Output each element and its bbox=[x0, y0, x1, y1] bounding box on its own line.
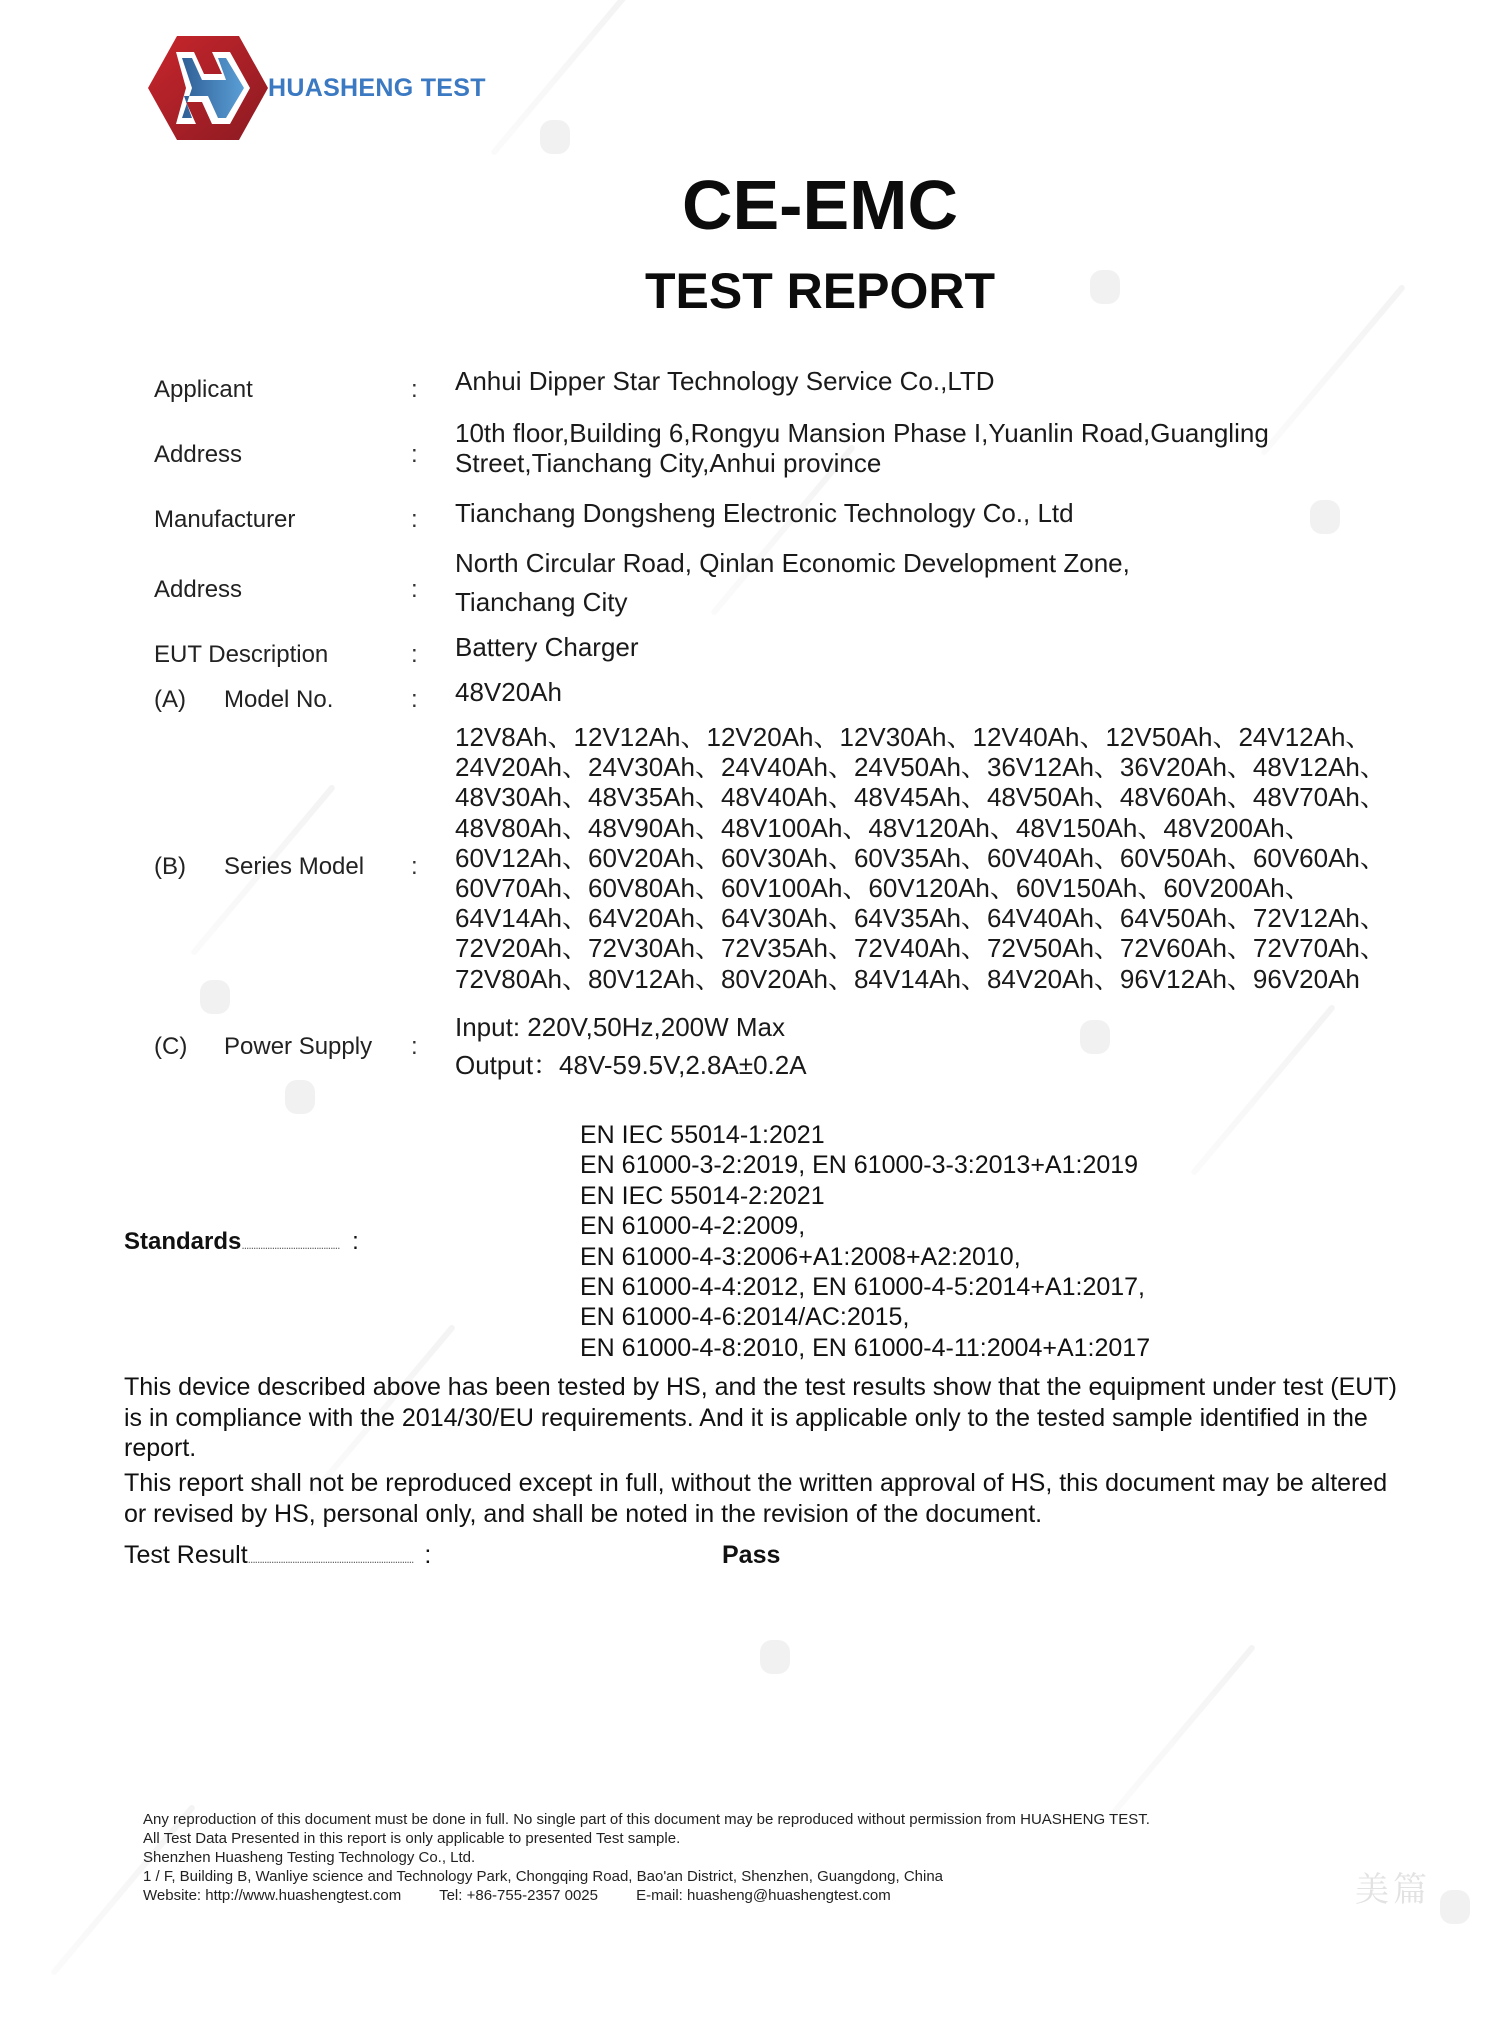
background-blob bbox=[1310, 500, 1340, 534]
standard-item: EN 61000-4-4:2012, EN 61000-4-5:2014+A1:2017, bbox=[580, 1273, 1146, 1302]
series-model-line bbox=[455, 964, 1455, 994]
brand-name: HUASHENG TEST bbox=[268, 74, 486, 102]
series-model-item: 48V12Ah、 bbox=[1252, 752, 1386, 783]
series-model-item: 64V14Ah、 bbox=[455, 903, 588, 934]
field-label-power-supply: Power Supply bbox=[224, 1033, 373, 1060]
series-model-item: 84V14Ah、 bbox=[853, 963, 987, 994]
series-model-item: 72V80Ah、 bbox=[455, 963, 588, 994]
series-model-item: 60V80Ah、 bbox=[587, 873, 721, 904]
standard-item: EN 61000-4-8:2010, EN 61000-4-11:2004+A1:2017 bbox=[580, 1333, 1151, 1362]
series-model-item: 80V20Ah、 bbox=[720, 963, 854, 994]
background-streak bbox=[1190, 1004, 1336, 1176]
footer bbox=[143, 1810, 1150, 1905]
report-subtitle: TEST REPORT bbox=[644, 263, 996, 319]
reproduction-statement: This report shall not be reproduced except in full, without the written approval of HS, this document may be altered or revised by HS, personal only, and shall be noted in the revision of the document. bbox=[124, 1469, 1388, 1528]
series-model-item: 72V12Ah、 bbox=[1252, 903, 1386, 934]
series-model-item: 48V45Ah、 bbox=[853, 782, 987, 813]
leader-dots: .......................................... bbox=[241, 1238, 340, 1252]
series-model-item: 12V30Ah、 bbox=[839, 722, 973, 752]
series-model-item: 60V12Ah、 bbox=[455, 842, 588, 873]
test-result-colon: : bbox=[424, 1541, 432, 1569]
field-prefix-b: (B) bbox=[154, 853, 186, 880]
field-label-address: Address bbox=[154, 576, 243, 603]
field-prefix-c: (C) bbox=[154, 1033, 188, 1060]
series-model-item: 24V20Ah、 bbox=[455, 752, 588, 783]
power-output-value: Output：48V-59.5V,2.8A±0.2A bbox=[455, 1050, 807, 1080]
series-model-item: 60V50Ah、 bbox=[1119, 842, 1253, 873]
series-model-item: 64V50Ah、 bbox=[1119, 903, 1253, 934]
series-model-item: 72V70Ah、 bbox=[1252, 933, 1386, 964]
series-model-line bbox=[455, 873, 1455, 903]
field-prefix-a: (A) bbox=[154, 686, 186, 713]
field-colon: : bbox=[411, 376, 418, 403]
standard-item: EN 61000-4-6:2014/AC:2015, bbox=[580, 1303, 910, 1332]
series-model-item: 48V35Ah、 bbox=[587, 782, 721, 813]
field-label-manufacturer: Manufacturer bbox=[154, 506, 296, 533]
series-model-item: 72V20Ah、 bbox=[455, 933, 588, 964]
series-model-line bbox=[455, 903, 1455, 933]
series-model-item: 72V50Ah、 bbox=[986, 933, 1120, 964]
series-model-item: 24V12Ah、 bbox=[1238, 722, 1372, 752]
applicant-address-line: Street,Tianchang City,Anhui province bbox=[455, 448, 882, 478]
series-model-line bbox=[455, 752, 1455, 782]
series-model-item: 36V12Ah、 bbox=[986, 752, 1120, 783]
hexagon-h-logo-icon bbox=[146, 34, 270, 142]
field-colon: : bbox=[411, 853, 418, 880]
series-model-item: 12V12Ah、 bbox=[573, 722, 707, 752]
series-model-item: 96V20Ah bbox=[1252, 963, 1360, 994]
series-model-item: 48V120Ah、 bbox=[868, 812, 1016, 843]
background-blob bbox=[1440, 1890, 1470, 1924]
series-model-item: 36V20Ah、 bbox=[1119, 752, 1253, 783]
series-model-item: 48V60Ah、 bbox=[1119, 782, 1253, 813]
standard-item: EN IEC 55014-1:2021 bbox=[580, 1121, 825, 1149]
standards-label: Standards bbox=[124, 1228, 242, 1255]
series-model-item: 48V80Ah、 bbox=[455, 812, 588, 843]
series-model-item: 60V200Ah、 bbox=[1163, 873, 1311, 904]
series-model-item: 60V100Ah、 bbox=[720, 873, 869, 904]
series-model-item: 24V50Ah、 bbox=[853, 752, 987, 783]
series-model-item: 12V50Ah、 bbox=[1105, 722, 1239, 752]
eut-description-value: Battery Charger bbox=[455, 632, 639, 662]
series-model-line bbox=[455, 933, 1455, 963]
series-model-item: 48V30Ah、 bbox=[455, 782, 588, 813]
field-colon: : bbox=[411, 641, 418, 668]
background-blob bbox=[285, 1080, 315, 1114]
series-model-item: 12V8Ah、 bbox=[455, 722, 574, 752]
footer-tel: Tel: +86-755-2357 0025 bbox=[439, 1887, 598, 1904]
background-streak bbox=[1110, 1644, 1256, 1816]
series-model-item: 48V150Ah、 bbox=[1015, 812, 1164, 843]
standards-label-row bbox=[124, 1228, 359, 1256]
footer-address: 1 / F, Building B, Wanliye science and Technology Park, Chongqing Road, Bao'an District, Shenzhen, Guangdong, China bbox=[143, 1868, 944, 1885]
footer-company: Shenzhen Huasheng Testing Technology Co., Ltd. bbox=[143, 1849, 476, 1866]
series-model-item: 60V150Ah、 bbox=[1015, 873, 1164, 904]
series-model-item: 96V12Ah、 bbox=[1119, 963, 1253, 994]
series-model-line bbox=[455, 843, 1455, 873]
field-colon: : bbox=[411, 576, 418, 603]
background-blob bbox=[200, 980, 230, 1014]
standard-item: EN 61000-3-2:2019, EN 61000-3-3:2013+A1:2019 bbox=[580, 1151, 1139, 1180]
standard-item: EN IEC 55014-2:2021 bbox=[580, 1181, 825, 1210]
test-result-value: Pass bbox=[722, 1541, 781, 1569]
field-label-applicant: Applicant bbox=[154, 376, 253, 403]
series-model-item: 48V90Ah、 bbox=[587, 812, 721, 843]
field-colon: : bbox=[411, 506, 418, 533]
series-model-list bbox=[455, 722, 1455, 994]
series-model-item: 84V20Ah、 bbox=[986, 963, 1120, 994]
field-colon: : bbox=[411, 686, 418, 713]
leader-dots: ....................................................................... bbox=[247, 1552, 414, 1566]
field-colon: : bbox=[411, 441, 418, 468]
series-model-item: 60V20Ah、 bbox=[587, 842, 721, 873]
footer-contact bbox=[143, 1886, 1150, 1905]
series-model-item: 64V40Ah、 bbox=[986, 903, 1120, 934]
series-model-item: 24V30Ah、 bbox=[587, 752, 721, 783]
footer-reproduction-note: Any reproduction of this document must be done in full. No single part of this document may be reproduced without permission from HUASHENG TEST. bbox=[143, 1811, 1150, 1828]
series-model-item: 60V30Ah、 bbox=[720, 842, 854, 873]
applicant-value: Anhui Dipper Star Technology Service Co.,LTD bbox=[455, 366, 995, 396]
series-model-item: 48V70Ah、 bbox=[1252, 782, 1386, 813]
series-model-item: 24V40Ah、 bbox=[720, 752, 854, 783]
series-model-item: 72V35Ah、 bbox=[720, 933, 854, 964]
standards-list bbox=[580, 1120, 1150, 1363]
background-blob bbox=[1080, 1020, 1110, 1054]
applicant-address-line: 10th floor,Building 6,Rongyu Mansion Phase I,Yuanlin Road,Guangling bbox=[455, 418, 1269, 448]
series-model-item: 48V50Ah、 bbox=[986, 782, 1120, 813]
manufacturer-address-line: Tianchang City bbox=[455, 587, 628, 617]
footer-website[interactable]: Website: http://www.huashengtest.com bbox=[143, 1887, 402, 1904]
standards-colon: : bbox=[352, 1228, 359, 1255]
series-model-item: 72V40Ah、 bbox=[853, 933, 987, 964]
test-result-label: Test Result bbox=[124, 1541, 248, 1569]
manufacturer-value: Tianchang Dongsheng Electronic Technology Co., Ltd bbox=[455, 498, 1074, 528]
report-title: CE-EMC bbox=[681, 166, 959, 244]
model-no-value: 48V20Ah bbox=[455, 677, 562, 707]
series-model-item: 72V60Ah、 bbox=[1119, 933, 1253, 964]
series-model-item: 60V70Ah、 bbox=[455, 873, 588, 904]
footer-data-note: All Test Data Presented in this report is only applicable to presented Test sample. bbox=[143, 1830, 681, 1847]
field-label-address: Address bbox=[154, 441, 243, 468]
power-input-value: Input: 220V,50Hz,200W Max bbox=[455, 1012, 786, 1042]
series-model-item: 48V100Ah、 bbox=[720, 812, 869, 843]
footer-email[interactable]: E-mail: huasheng@huashengtest.com bbox=[636, 1887, 891, 1904]
series-model-item: 64V30Ah、 bbox=[720, 903, 854, 934]
series-model-item: 60V60Ah、 bbox=[1252, 842, 1386, 873]
background-blob bbox=[760, 1640, 790, 1674]
field-label-model-no: Model No. bbox=[224, 686, 334, 713]
series-model-item: 48V40Ah、 bbox=[720, 782, 854, 813]
standard-item: EN 61000-4-3:2006+A1:2008+A2:2010, bbox=[580, 1242, 1021, 1271]
series-model-line bbox=[455, 813, 1455, 843]
watermark-logo: 美篇 bbox=[1355, 1871, 1431, 1909]
series-model-item: 64V20Ah、 bbox=[587, 903, 721, 934]
series-model-item: 60V120Ah、 bbox=[868, 873, 1016, 904]
series-model-item: 12V40Ah、 bbox=[972, 722, 1106, 752]
manufacturer-address-line: North Circular Road, Qinlan Economic Development Zone, bbox=[455, 548, 1130, 578]
compliance-statement: This device described above has been tested by HS, and the test results show that the equipment under test (EUT) is in compliance with the 2014/30/EU requirements. And it is applicable only to the tested sample identified in the report. bbox=[124, 1373, 1397, 1462]
field-label-series-model: Series Model bbox=[224, 853, 365, 880]
series-model-item: 12V20Ah、 bbox=[706, 722, 840, 752]
series-model-item: 72V30Ah、 bbox=[587, 933, 721, 964]
test-result-label-row bbox=[124, 1541, 431, 1570]
background-blob bbox=[540, 120, 570, 154]
field-colon: : bbox=[411, 1033, 418, 1060]
series-model-item: 48V200Ah、 bbox=[1163, 812, 1311, 843]
series-model-line bbox=[455, 782, 1455, 812]
series-model-item: 60V40Ah、 bbox=[986, 842, 1120, 873]
series-model-item: 64V35Ah、 bbox=[853, 903, 987, 934]
field-label-eut-description: EUT Description bbox=[154, 641, 329, 668]
standard-item: EN 61000-4-2:2009, bbox=[580, 1212, 806, 1241]
series-model-line bbox=[455, 722, 1455, 752]
series-model-item: 60V35Ah、 bbox=[853, 842, 987, 873]
series-model-item: 80V12Ah、 bbox=[587, 963, 721, 994]
